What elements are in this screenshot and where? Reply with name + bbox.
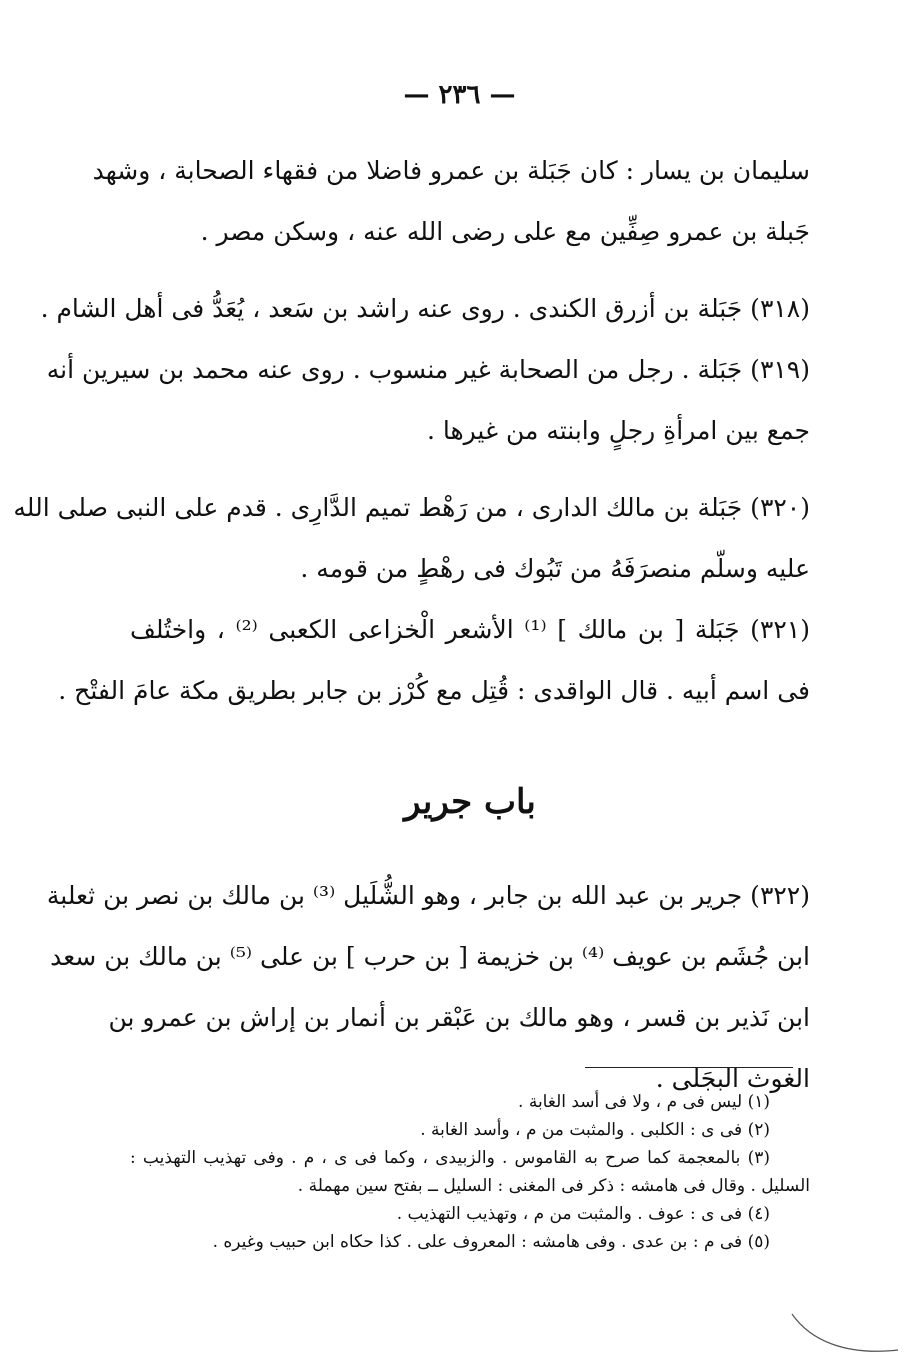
text-line: عليه وسلّم منصرَفَهُ من تَبُوك فى رهْطٍ من قومه . [300, 554, 810, 583]
entry-318 [40, 278, 810, 339]
text-line: (٣٢٠) جَبَلة بن مالك الدارى ، من رَهْط تميم الدَّارِى . قدم على النبى صلى الله [13, 493, 810, 522]
paragraph-continuation [92, 140, 810, 262]
footnote-4: (٤) فى ى : عوف . والمثبت من م ، وتهذيب التهذيب . [396, 1204, 770, 1224]
text-line: (٣١٨) جَبَلة بن أزرق الكندى . روى عنه راشد بن سَعد ، يُعَدُّ فى أهل الشام . [40, 294, 810, 323]
text-line: سليمان بن يسار : كان جَبَلة بن عمرو فاضلا من فقهاء الصحابة ، وشهد [92, 156, 810, 185]
entry-320 [13, 477, 810, 599]
text-line: جمع بين امرأةِ رجلٍ وابنته من غيرها . [426, 416, 810, 445]
entry-322 [46, 865, 810, 1109]
main-text [13, 140, 810, 1109]
section-heading: باب جرير [404, 782, 536, 822]
text-line: فى اسم أبيه . قال الواقدى : قُتِل مع كُرْز بن جابر بطريق مكة عامَ الفتْح . [58, 676, 810, 705]
footnote-5: (٥) فى م : بن عدى . وفى هامشه : المعروف على . كذا حكاه ابن حبيب وغيره . [212, 1232, 770, 1252]
entry-321 [58, 599, 810, 721]
entry-319 [46, 339, 810, 461]
scan-artifact-curve [790, 1310, 900, 1360]
footnote-3: (٣) بالمعجمة كما صرح به القاموس . والزبيدى ، وكما فى ى ، م . وفى تهذيب التهذيب : [130, 1148, 770, 1168]
footnote-separator [585, 1067, 793, 1068]
text-line: (٣١٩) جَبَلة . رجل من الصحابة غير منسوب . روى عنه محمد بن سيرين أنه [46, 355, 810, 384]
text-line: ابن نَذير بن قسر ، وهو مالك بن عَبْقر بن أنمار بن إراش بن عمرو بن [108, 1003, 810, 1032]
text-line: جَبلة بن عمرو صِفِّين مع على رضى الله عنه ، وسكن مصر . [200, 217, 810, 246]
footnotes [130, 1088, 810, 1256]
text-line: الغوث البجَلى . [655, 1064, 810, 1093]
footnote-2: (٢) فى ى : الكلبى . والمثبت من م ، وأسد الغابة . [420, 1120, 770, 1140]
page-number: — ٢٣٦ — [403, 80, 516, 110]
footnote-1: (١) ليس فى م ، ولا فى أسد الغابة . [518, 1092, 770, 1112]
text-line: ابن جُشَم بن عويف ⁽⁴⁾ بن خزيمة [ بن حرب ] بن على ⁽⁵⁾ بن مالك بن سعد [50, 942, 810, 971]
text-line: (٣٢٢) جرير بن عبد الله بن جابر ، وهو الشُّلَيل ⁽³⁾ بن مالك بن نصر بن ثعلبة [46, 881, 810, 910]
footnote-3-continued: السليل . وقال فى هامشه : ذكر فى المغنى : السليل ــ بفتح سين مهملة . [297, 1176, 810, 1196]
text-line: (٣٢١) جَبَلة [ بن مالك ] ⁽¹⁾ الأشعر الْخزاعى الكعبى ⁽²⁾ ، واختُلف [130, 615, 810, 644]
